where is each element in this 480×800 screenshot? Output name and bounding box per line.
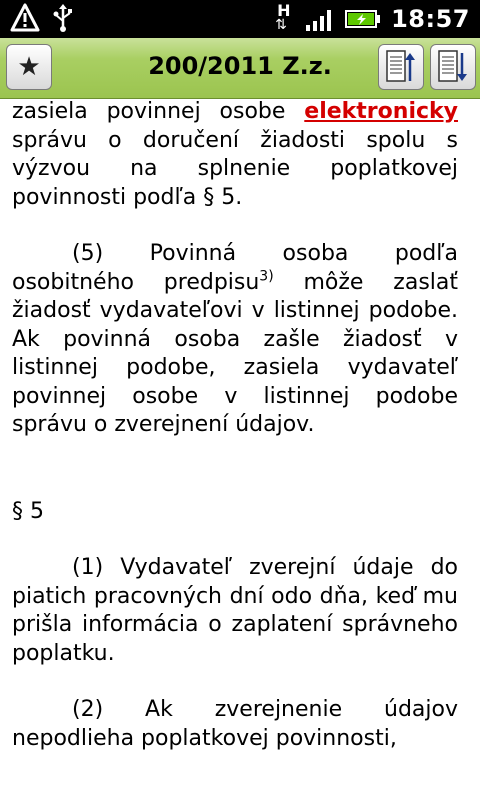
status-left-icons [10,3,74,33]
paragraph [12,240,458,440]
signal-icon [305,6,335,32]
paragraph-text: správu o doručení žiadosti spolu s výzvou na splnenie poplatkovej povinnosti podľa § 5. [12,127,458,210]
page-title: 200/2011 Z.z. [148,52,332,80]
paragraph-text: zasiela povinnej osobe [12,99,305,124]
star-icon: ★ [17,52,41,82]
paragraph: (2) Ak zverejnenie údajov nepodlieha poplatkovej povinnosti, [12,697,458,751]
paragraph-text: môže zaslať žiadosť vydavateľovi v listinnej podobe. Ak povinná osoba zašle žiadosť v listinnej podobe, zasiela vydavateľ povinnej osobe v listinnej podobe správu o zverejnení údajov. [12,269,458,437]
network-h-icon: H ⇅ [275,1,291,33]
paragraph: (1) Vydavateľ zverejní údaje do piatich pracovných dní odo dňa, keď mu prišla informácia o zaplatení správneho poplatku. [12,555,458,666]
section-heading: § 5 [12,498,44,524]
warning-icon [10,3,40,33]
clock: 18:57 [391,5,470,33]
battery-icon [345,8,381,30]
document-up-icon [385,49,417,85]
paragraph [12,98,458,212]
previous-section-button[interactable] [378,44,424,90]
document-body[interactable] [12,98,458,753]
next-section-button[interactable] [430,44,476,90]
electronic-link[interactable]: elektronicky [304,99,458,124]
status-bar [0,0,480,38]
title-bar [0,38,480,99]
usb-icon [52,3,74,33]
status-right-icons [271,3,470,35]
paragraph-text: (5) Povinná osoba podľa osobitného predpisu [12,241,458,295]
footnote-reference[interactable]: 3) [259,268,274,285]
document-down-icon [437,49,469,85]
